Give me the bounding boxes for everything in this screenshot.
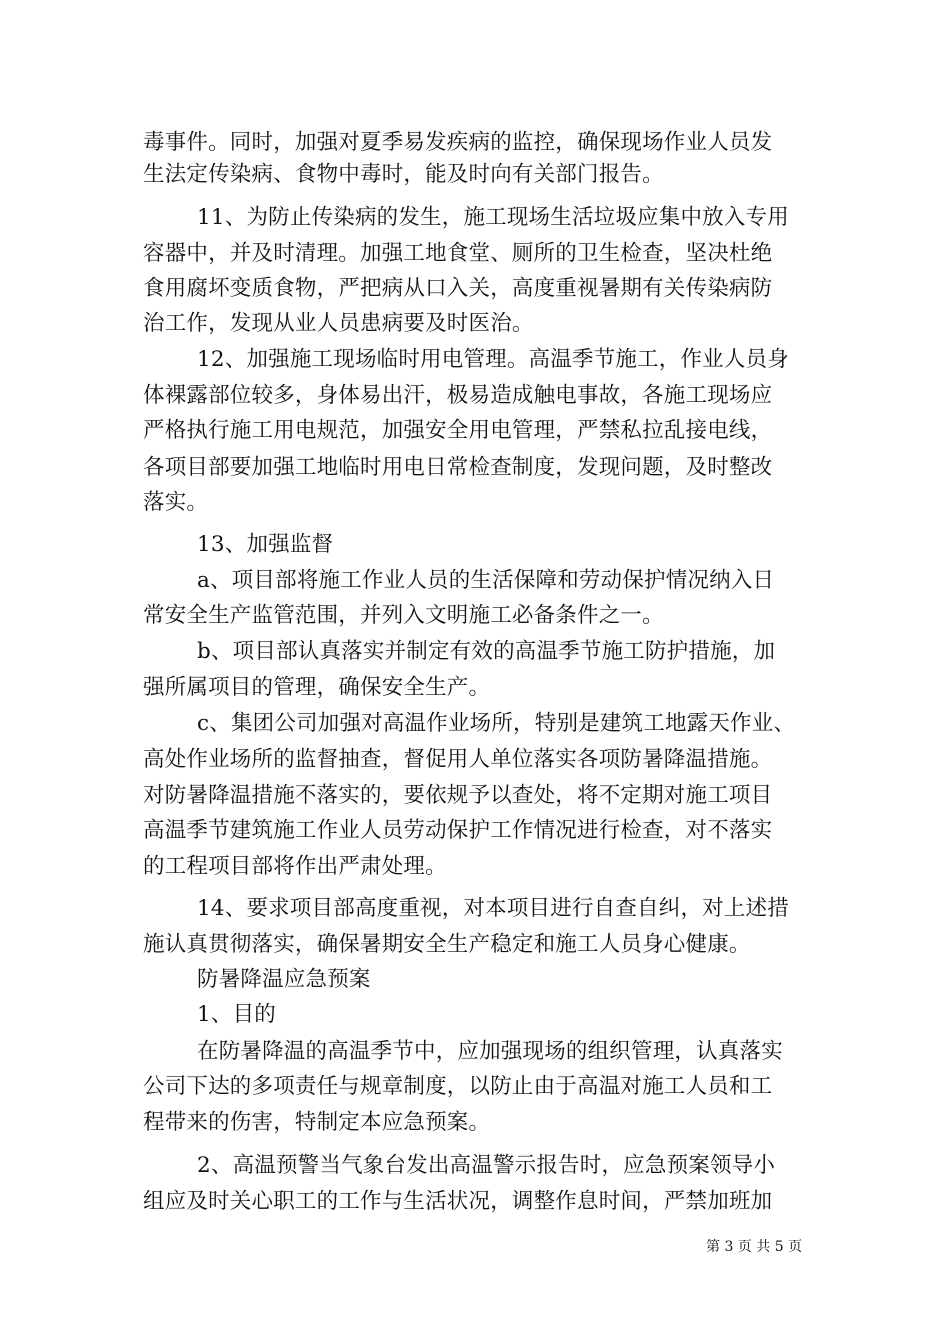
text-line: 治工作，发现从业人员患病要及时医治。 [143,311,534,336]
text-line: 1、目的 [197,1002,276,1027]
text-line: 11、为防止传染病的发生，施工现场生活垃圾应集中放入专用 [197,205,789,230]
text-line: 高温季节建筑施工作业人员劳动保护工作情况进行检查，对不落实 [143,818,773,843]
text-line: 常安全生产监管范围，并列入文明施工必备条件之一。 [143,603,664,628]
text-line: 落实。 [143,490,209,515]
text-line: 程带来的伤害，特制定本应急预案。 [143,1110,491,1135]
text-line: 强所属项目的管理，确保安全生产。 [143,675,491,700]
text-line: 施认真贯彻落实，确保暑期安全生产稳定和施工人员身心健康。 [143,932,751,957]
text-line: 12、加强施工现场临时用电管理。高温季节施工，作业人员身 [197,347,789,372]
text-line: 对防暑降温措施不落实的，要依规予以查处，将不定期对施工项目 [143,783,773,808]
text-line: 容器中，并及时清理。加强工地食堂、厕所的卫生检查，坚决杜绝 [143,241,773,266]
text-line: 高处作业场所的监督抽查，督促用人单位落实各项防暑降温措施。 [143,747,773,772]
text-line: 公司下达的多项责任与规章制度，以防止由于高温对施工人员和工 [143,1074,773,1099]
text-line: 在防暑降温的高温季节中，应加强现场的组织管理，认真落实 [197,1039,783,1064]
page-number: 第 3 页 共 5 页 [706,1239,803,1255]
text-line: 各项目部要加强工地临时用电日常检查制度，发现问题，及时整改 [143,455,773,480]
text-line: b、项目部认真落实并制定有效的高温季节施工防护措施，加 [197,639,776,664]
text-line: 体裸露部位较多，身体易出汗，极易造成触电事故，各施工现场应 [143,383,773,408]
text-line: 2、高温预警当气象台发出高温警示报告时，应急预案领导小 [197,1153,776,1178]
text-line: 严格执行施工用电规范，加强安全用电管理，严禁私拉乱接电线， [143,418,773,443]
text-line: 14、要求项目部高度重视，对本项目进行自查自纠，对上述措 [197,896,789,921]
text-line: 的工程项目部将作出严肃处理。 [143,854,447,879]
text-line: 13、加强监督 [197,532,334,557]
section-heading: 防暑降温应急预案 [197,967,371,992]
text-line: 食用腐坏变质食物，严把病从口入关，高度重视暑期有关传染病防 [143,276,773,301]
text-line: a、项目部将施工作业人员的生活保障和劳动保护情况纳入日 [197,568,775,593]
text-line: 毒事件。同时，加强对夏季易发疾病的监控，确保现场作业人员发 [143,130,773,155]
text-line: 组应及时关心职工的工作与生活状况，调整作息时间，严禁加班加 [143,1189,773,1214]
text-line: 生法定传染病、食物中毒时，能及时向有关部门报告。 [143,162,664,187]
text-line: c、集团公司加强对高温作业场所，特别是建筑工地露天作业、 [197,711,796,736]
